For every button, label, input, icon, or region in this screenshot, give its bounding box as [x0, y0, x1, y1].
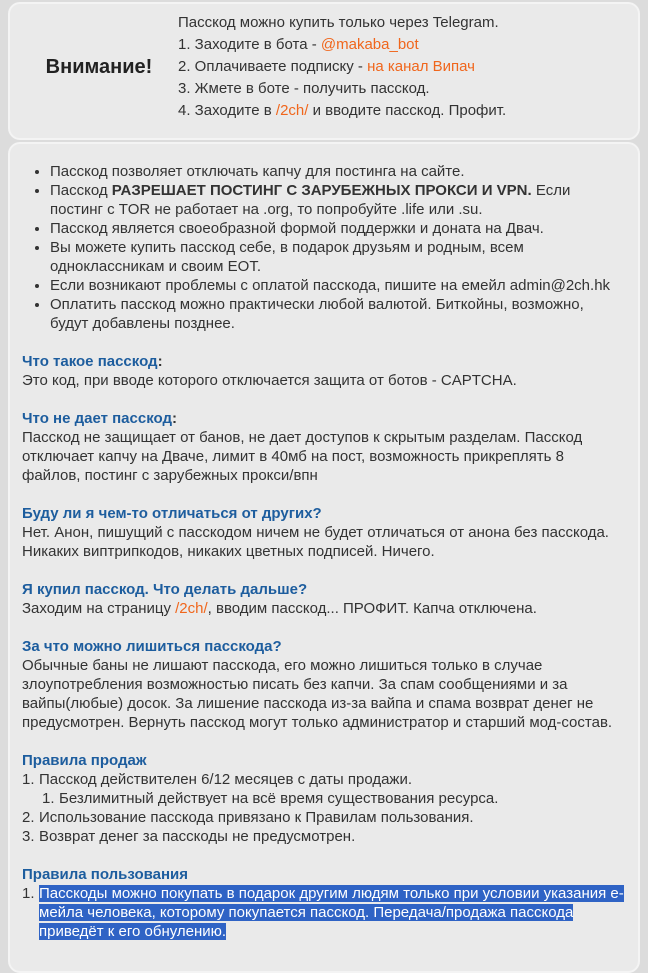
rule-text: Безлимитный действует на всё время существования ресурса.	[59, 790, 499, 807]
step-text: 2. Оплачиваете подписку -	[178, 58, 368, 75]
step-text: 1. Заходите в бота -	[178, 36, 321, 53]
rule-text: Пасскод действителен 6/12 месяцев с даты продажи.	[39, 771, 413, 788]
benefit-item	[50, 181, 626, 219]
rule-number: 1.	[22, 771, 35, 788]
rule-item	[22, 770, 626, 789]
benefit-bold-text: РАЗРЕШАЕТ ПОСТИНГ С ЗАРУБЕЖНЫХ ПРОКСИ И VPN.	[111, 182, 532, 199]
notice-box	[8, 2, 640, 140]
benefit-item	[50, 162, 626, 181]
benefit-item	[50, 238, 626, 276]
benefit-item	[50, 295, 626, 333]
rule-subitem	[42, 789, 626, 808]
benefit-text: Пасскод	[50, 182, 112, 199]
notice-intro: Пасскод можно купить только через Telegram.	[178, 14, 499, 31]
benefit-text: Оплатить пасскод можно практически любой валютой. Биткойны, возможно, будут добавлены позднее.	[50, 296, 584, 332]
rule-text: Возврат денег за пасскоды не предусмотрен.	[39, 828, 356, 845]
faq-bought	[22, 580, 626, 618]
notice-step-3: 3. Жмете в боте - получить пасскод.	[178, 80, 430, 97]
benefit-item	[50, 276, 626, 295]
vipach-channel-link[interactable]: на канал Випач	[367, 58, 475, 75]
rule-text: Использование пасскода привязано к Правилам пользования.	[39, 809, 474, 826]
section-heading	[22, 409, 626, 428]
benefits-list	[22, 162, 626, 333]
benefit-text: Пасскод позволяет отключать капчу для постинга на сайте.	[50, 163, 465, 180]
benefit-text: Если постинг с TOR не работает на .org, то попробуйте .life или .su.	[50, 182, 571, 218]
rule-item	[22, 808, 626, 827]
2ch-board-link[interactable]: /2ch/	[275, 102, 309, 119]
passcode-info-page	[0, 2, 648, 940]
heading-text: Что не дает пасскод	[22, 410, 172, 427]
section-heading: Правила пользования	[22, 866, 189, 883]
benefit-text: Если возникают проблемы с оплатой пасскода, пишите на емейл admin@2ch.hk	[50, 277, 611, 294]
benefit-item	[50, 219, 626, 238]
faq-not-gives	[22, 409, 626, 485]
sales-rules	[22, 751, 626, 846]
body-text: Заходим на страницу	[22, 600, 176, 617]
section-heading	[22, 352, 626, 371]
heading-colon: :	[157, 353, 163, 370]
section-body: Это код, при вводе которого отключается защита от ботов - CAPTCHA.	[22, 372, 517, 389]
2ch-board-link[interactable]: /2ch/	[175, 600, 208, 617]
rule-number: 1.	[22, 885, 35, 902]
heading-colon: :	[172, 410, 177, 427]
benefit-text: Пасскод является своеобразной формой поддержки и доната на Двач.	[50, 220, 544, 237]
notice-step-4	[178, 100, 628, 122]
section-heading: Буду ли я чем-то отличаться от других?	[22, 505, 322, 522]
faq-differ	[22, 504, 626, 561]
section-body: Нет. Анон, пишущий с пасскодом ничем не будет отличаться от анона без пасскода. Никаких виптрипкодов, никаких цветных подписей. Ничего.	[22, 524, 609, 560]
section-heading: Правила продаж	[22, 752, 147, 769]
section-heading: Я купил пасскод. Что делать дальше?	[22, 581, 308, 598]
notice-step-1	[178, 34, 628, 56]
rule-item	[22, 884, 626, 941]
rule-item	[22, 827, 626, 846]
rule-number: 3.	[22, 828, 35, 845]
step-text: 4. Заходите в	[178, 102, 276, 119]
faq-lose	[22, 637, 626, 732]
benefit-text: Вы можете купить пасскод себе, в подарок друзьям и родным, всем одноклассникам и своим ЕОТ.	[50, 239, 524, 275]
section-body: Пасскод не защищает от банов, не дает доступов к скрытым разделам. Пасскод отключает капчу на Дваче, лимит в 40мб на пост, возможность прикреплять 8 файлов, постинг с зарубежных прокси/впн	[22, 429, 583, 484]
usage-rules	[22, 865, 626, 941]
body-text: , вводим пасскод... ПРОФИТ. Капча отключена.	[207, 600, 537, 617]
makaba-bot-link[interactable]: @makaba_bot	[320, 36, 419, 53]
section-body	[22, 599, 626, 618]
rule-number: 2.	[22, 809, 35, 826]
section-body: Обычные баны не лишают пасскода, его можно лишиться только в случае злоупотребления возможностью писать без капчи. За спам сообщениями и за вайпы(любые) досок. За лишение пасскода из-за вайпа и спама возврат денег не предусмотрен. Вернуть пасскод могут только администратор и старший мод-состав.	[22, 657, 613, 731]
step-text: и вводите пасскод. Профит.	[308, 102, 507, 119]
notice-step-2	[178, 56, 628, 78]
notice-steps	[178, 12, 628, 122]
heading-text: Что такое пасскод	[22, 353, 158, 370]
section-heading: За что можно лишиться пасскода?	[22, 638, 282, 655]
selected-rule-text: Пасскоды можно покупать в подарок другим людям только при условии указания е-мейла человека, которому покупается пасскод. Передача/продажа пасскода приведёт к его обнулению.	[39, 885, 624, 940]
faq-what-is	[22, 352, 626, 390]
notice-label: Внимание!	[45, 55, 153, 78]
info-box	[8, 142, 640, 973]
rule-number: 1.	[42, 790, 55, 807]
